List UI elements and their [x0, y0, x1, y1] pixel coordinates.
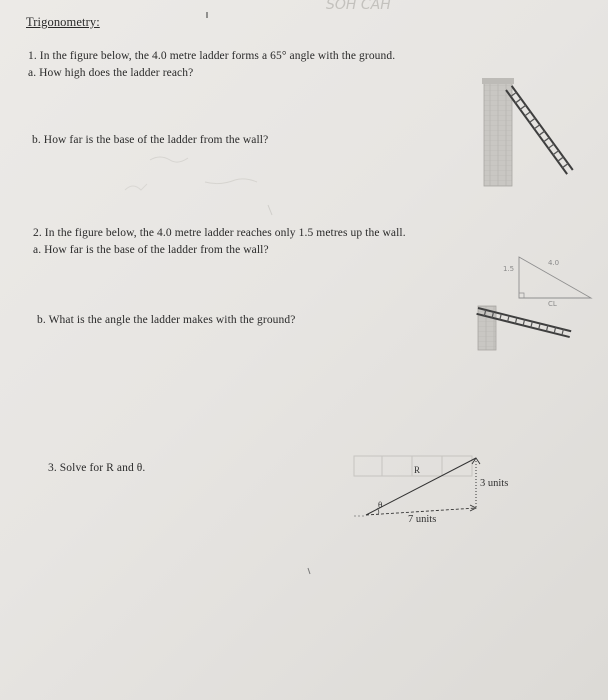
label-height-length: 3 units — [480, 478, 509, 489]
pencil-annotation-soh-cah: SOH CAH — [326, 0, 391, 13]
question-2-stem: 2. In the figure below, the 4.0 metre ladder reaches only 1.5 metres up the wall. — [33, 227, 406, 239]
sketch-label-height: 1.5 — [503, 265, 515, 273]
question-2b: b. What is the angle the ladder makes with the ground? — [37, 314, 296, 326]
question-1-stem: 1. In the figure below, the 4.0 metre ladder forms a 65° angle with the ground. — [28, 50, 396, 62]
question-2a: a. How far is the base of the ladder from the wall? — [33, 244, 269, 256]
question-1a: a. How high does the ladder reach? — [28, 67, 194, 79]
label-hypotenuse-r: R — [414, 465, 421, 475]
page-title: Trigonometry: — [26, 15, 100, 29]
label-angle-theta: θ — [378, 500, 383, 510]
label-base-length: 7 units — [408, 514, 437, 525]
sketch-label-hypotenuse: 4.0 — [548, 259, 560, 267]
question-1b: b. How far is the base of the ladder from the wall? — [32, 134, 269, 146]
sketch-label-base: CL — [548, 300, 557, 308]
brick-wall — [484, 82, 512, 186]
figure-2-ladder-wall — [474, 302, 574, 352]
figure-1-ladder-wall — [478, 76, 558, 186]
question-3-stem: 3. Solve for R and θ. — [48, 462, 146, 474]
